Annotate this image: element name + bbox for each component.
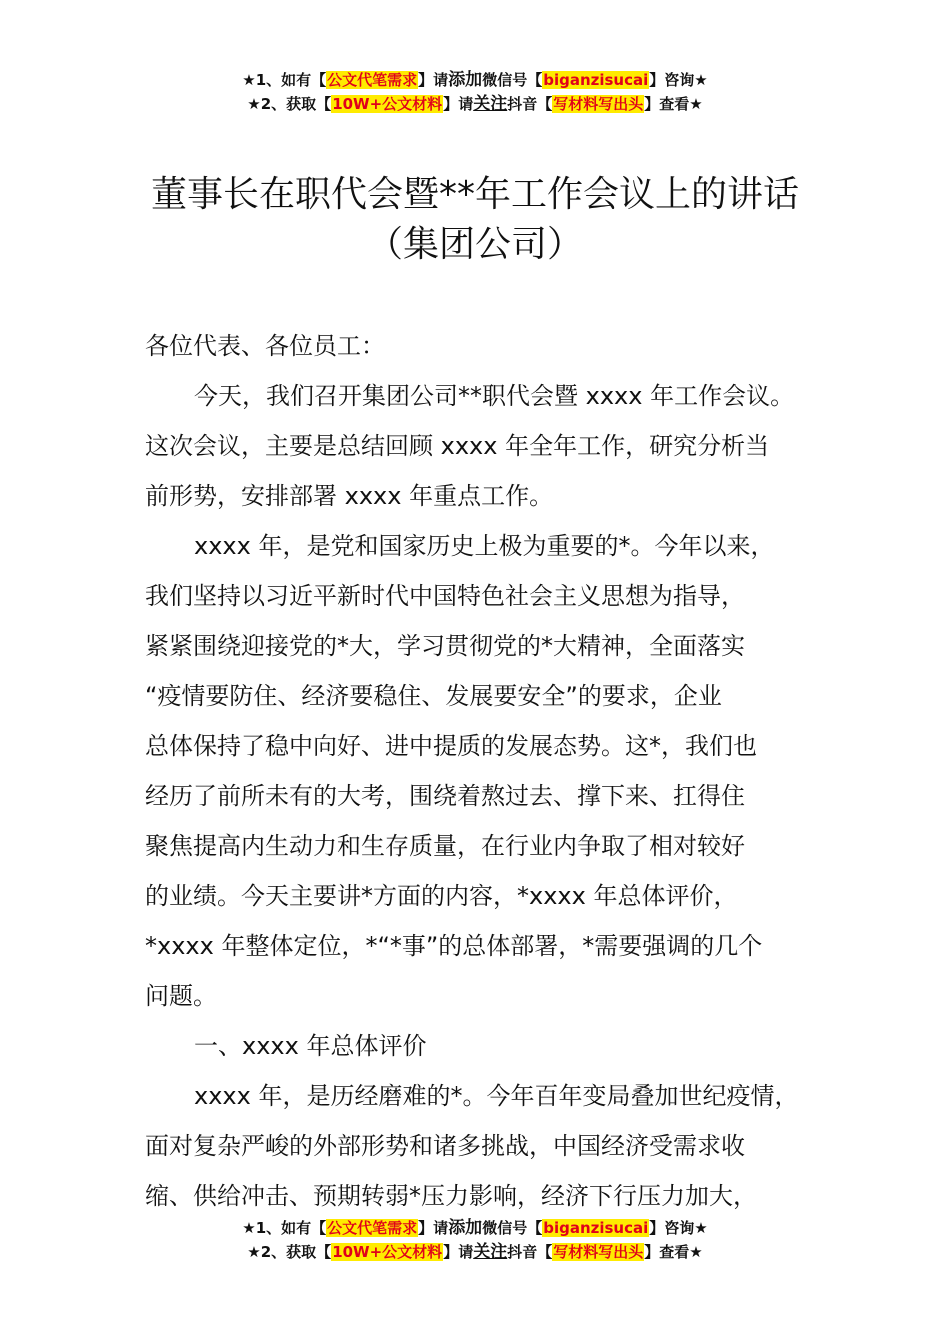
- promo-text: 】请: [443, 95, 474, 113]
- paragraph-line: 面对复杂严峻的外部形势和诸多挑战，中国经济受需求收: [145, 1132, 745, 1160]
- promo-text: 抖音【: [507, 1243, 553, 1261]
- promo-highlight: 10W+公文材料: [332, 95, 443, 113]
- promo-text: 抖音【: [507, 95, 553, 113]
- promo-line-1: [0, 1216, 950, 1240]
- promo-line-2: [0, 92, 950, 116]
- paragraph-line: 这次会议，主要是总结回顾 xxxx 年全年工作，研究分析当: [145, 432, 770, 460]
- paragraph-line: 总体保持了稳中向好、进中提质的发展态势。这*，我们也: [145, 732, 757, 760]
- document-title: 董事长在职代会暨**年工作会议上的讲话: [150, 174, 799, 215]
- paragraph-line: 紧紧围绕迎接党的*大，学习贯彻党的*大精神，全面落实: [145, 632, 745, 660]
- paragraph-line: 经历了前所未有的大考，围绕着熬过去、撑下来、扛得住: [145, 782, 745, 810]
- promo-emphasis: 关注: [473, 94, 508, 114]
- paragraph-line: 前形势，安排部署 xxxx 年重点工作。: [145, 482, 554, 510]
- paragraph-line: 今天，我们召开集团公司**职代会暨 xxxx 年工作会议。: [194, 382, 795, 410]
- paragraph-line: 聚焦提高内生动力和生存质量，在行业内争取了相对较好: [145, 832, 745, 860]
- paragraph-line: 缩、供给冲击、预期转弱*压力影响，经济下行压力加大，: [145, 1182, 757, 1210]
- promo-text: 】请: [418, 71, 449, 89]
- section-heading: 一、xxxx 年总体评价: [194, 1032, 427, 1060]
- promo-text: ★1、如有【: [242, 1219, 327, 1237]
- promo-text: 】咨询★: [649, 1219, 708, 1237]
- document-subtitle: （集团公司）: [366, 224, 583, 265]
- promo-highlight-douyin-id: 写材料写出头: [553, 95, 644, 113]
- document-body: [145, 321, 835, 1221]
- promo-line-2: [0, 1240, 950, 1264]
- promo-text: 】查看★: [644, 1243, 703, 1261]
- promo-banner-top: [0, 68, 950, 116]
- promo-text: ★2、获取【: [247, 1243, 332, 1261]
- promo-highlight: 公文代笔需求: [327, 1219, 418, 1237]
- paragraph-line: 我们坚持以习近平新时代中国特色社会主义思想为指导，: [145, 582, 745, 610]
- promo-text: 】请: [418, 1219, 449, 1237]
- promo-banner-bottom: [0, 1216, 950, 1264]
- promo-text: 微信号【: [482, 1219, 543, 1237]
- promo-highlight: 公文代笔需求: [327, 71, 418, 89]
- promo-text: 】查看★: [644, 95, 703, 113]
- promo-highlight-wechat-id: biganzisucai: [543, 71, 649, 89]
- promo-emphasis: 关注: [473, 1242, 508, 1262]
- paragraph-line: “疫情要防住、经济要稳住、发展要安全”的要求，企业: [145, 682, 722, 710]
- paragraph-line: 问题。: [145, 982, 217, 1010]
- paragraph-line: 的业绩。今天主要讲*方面的内容，*xxxx 年总体评价，: [145, 882, 738, 910]
- promo-line-1: [0, 68, 950, 92]
- paragraph-line: xxxx 年，是历经磨难的*。今年百年变局叠加世纪疫情，: [194, 1082, 799, 1110]
- promo-highlight-wechat-id: biganzisucai: [543, 1219, 649, 1237]
- promo-emphasis: 添加: [448, 70, 483, 90]
- paragraph-line: *xxxx 年整体定位，*“*事”的总体部署，*需要强调的几个: [145, 932, 763, 960]
- promo-text: 微信号【: [482, 71, 543, 89]
- paragraph-line: xxxx 年，是党和国家历史上极为重要的*。今年以来，: [194, 532, 775, 560]
- promo-highlight-douyin-id: 写材料写出头: [553, 1243, 644, 1261]
- promo-emphasis: 添加: [448, 1218, 483, 1238]
- promo-text: ★1、如有【: [242, 71, 327, 89]
- promo-highlight: 10W+公文材料: [332, 1243, 443, 1261]
- promo-text: 】咨询★: [649, 71, 708, 89]
- salutation: 各位代表、各位员工：: [145, 332, 385, 360]
- promo-text: 】请: [443, 1243, 474, 1261]
- promo-text: ★2、获取【: [247, 95, 332, 113]
